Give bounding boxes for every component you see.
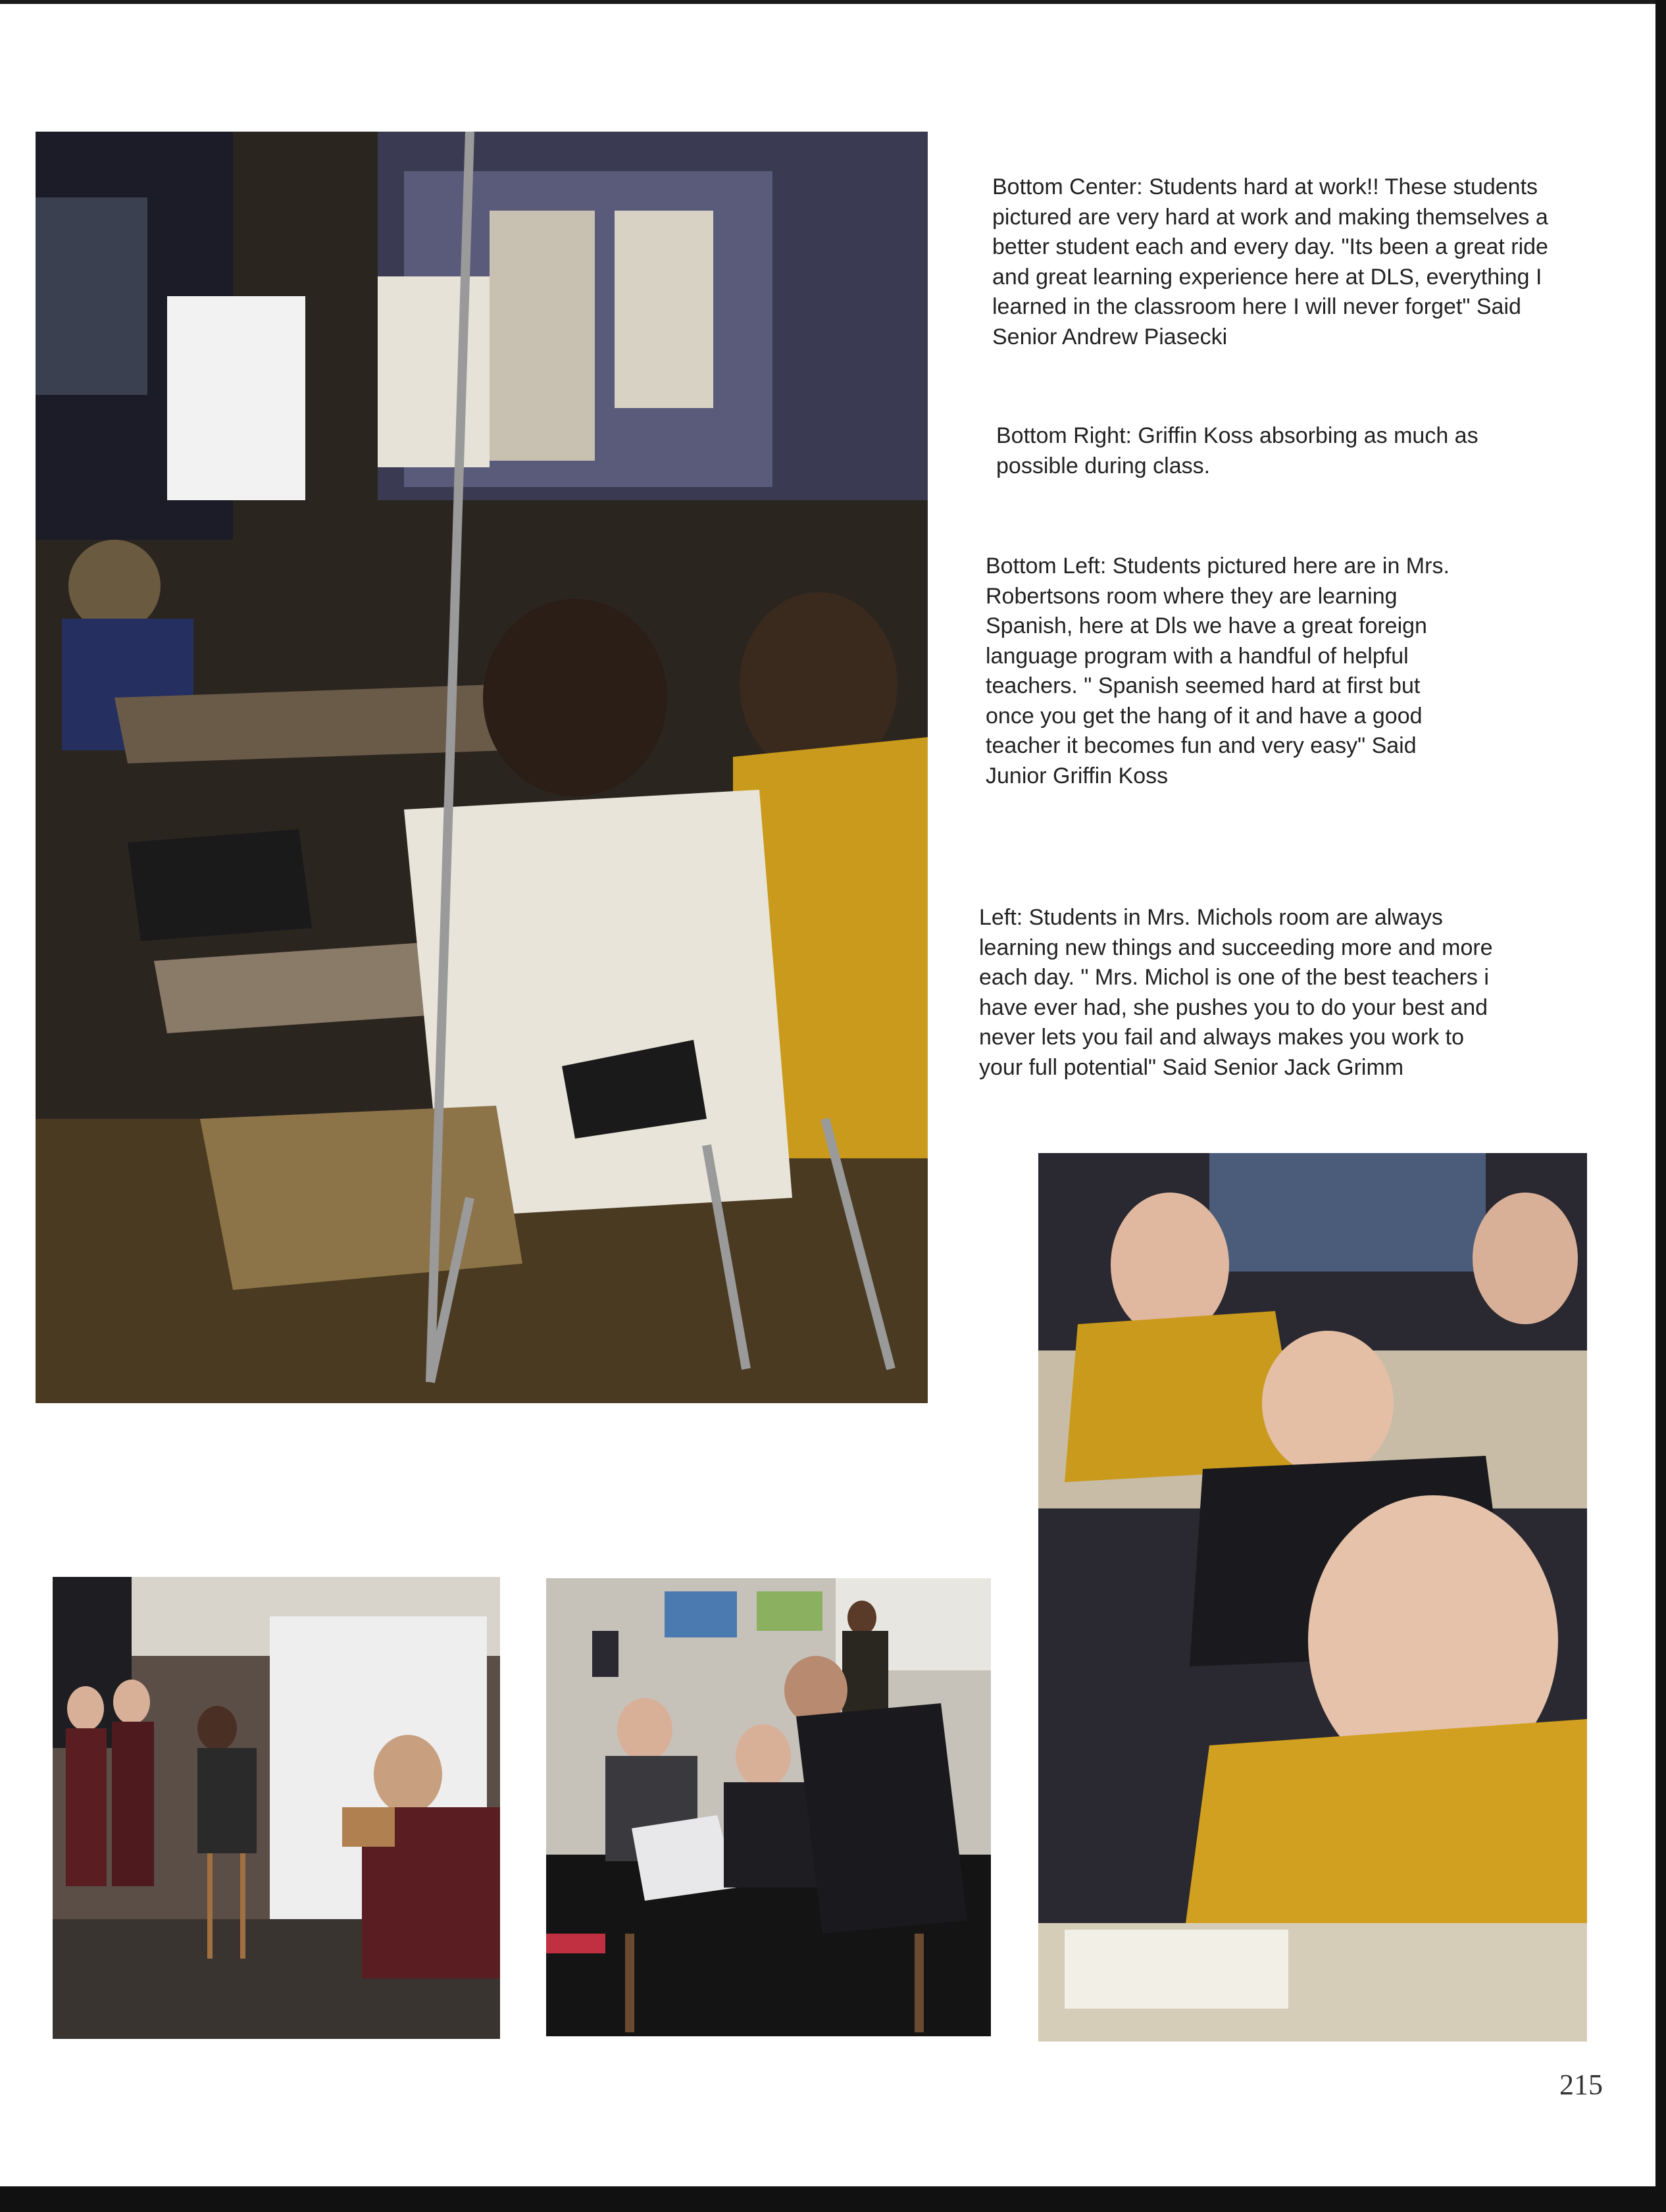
top-rule: [0, 0, 1666, 4]
caption-left: Left: Students in Mrs. Michols room are always learning new things and succeeding more and more each day. " Mrs. Michol is one of the best teachers i have ever had, she pushes you to do your best and never lets you fail and always makes you work to your full potential" Said Senior Jack Grimm: [979, 905, 1493, 1080]
page-number: 215: [1559, 2069, 1603, 2101]
bottom-band: [0, 2186, 1666, 2212]
photo-left-classroom-image: [36, 132, 928, 1403]
photo-bottom-right-student: [1038, 1153, 1587, 2042]
photo-bottom-center-students-working: [546, 1578, 991, 2036]
page-edge: [1655, 0, 1666, 2212]
caption-bottom-center: Bottom Center: Students hard at work!! These students pictured are very hard at work and making themselves a better student each and every day. "Its been a great ride and great learning experience here at DLS, everything I learned in the classroom here I will never forget" Said Senior Andrew Piasecki: [992, 174, 1548, 349]
photo-bottom-right-image: [1038, 1153, 1587, 2042]
photo-left-classroom: [36, 132, 928, 1403]
photo-bottom-left-spanish-class: [53, 1577, 500, 2039]
photo-bottom-center-image: [546, 1578, 991, 2036]
photo-bottom-left-image: [53, 1577, 500, 2039]
caption-bottom-left: Bottom Left: Students pictured here are in Mrs. Robertsons room where they are learning Spanish, here at Dls we have a great foreign language program with a handful of helpful teachers. " Spanish seemed hard at first but once you get the hang of it and have a good teacher it becomes fun and very easy" Said Junior Griffin Koss: [986, 553, 1450, 788]
caption-bottom-right: Bottom Right: Griffin Koss absorbing as much as possible during class.: [996, 423, 1478, 478]
